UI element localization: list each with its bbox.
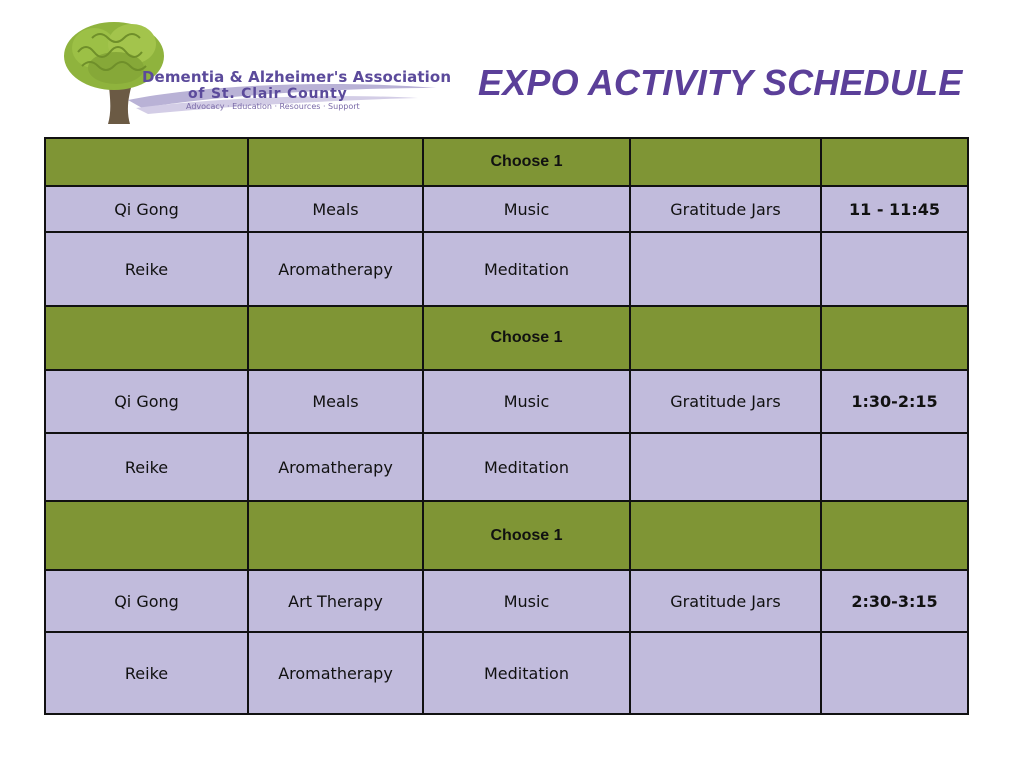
header-cell	[45, 138, 248, 186]
activity-cell: Music	[423, 570, 630, 632]
session-3-row-2	[45, 632, 968, 714]
header-cell	[630, 501, 821, 570]
session-1-header-row	[45, 138, 968, 186]
activity-cell: Meditation	[423, 232, 630, 306]
activity-cell: Music	[423, 186, 630, 232]
logo-tagline: Advocacy · Education · Resources · Support	[186, 102, 360, 111]
empty-cell	[821, 632, 968, 714]
page-title: EXPO ACTIVITY SCHEDULE	[478, 62, 963, 103]
activity-cell: Gratitude Jars	[630, 186, 821, 232]
logo-line-1: Dementia & Alzheimer's Association	[142, 68, 452, 86]
empty-cell	[630, 632, 821, 714]
time-cell: 2:30-3:15	[821, 570, 968, 632]
session-2-header-row	[45, 306, 968, 370]
header-cell	[45, 306, 248, 370]
empty-cell	[821, 232, 968, 306]
activity-cell: Music	[423, 370, 630, 433]
session-3-row-1	[45, 570, 968, 632]
header-cell	[630, 138, 821, 186]
session-1-row-1	[45, 186, 968, 232]
activity-cell: Meals	[248, 370, 423, 433]
empty-cell	[630, 433, 821, 501]
empty-cell	[630, 232, 821, 306]
header-cell	[821, 501, 968, 570]
header-cell	[821, 138, 968, 186]
header-cell	[248, 306, 423, 370]
time-cell: 1:30-2:15	[821, 370, 968, 433]
empty-cell	[821, 433, 968, 501]
activity-cell: Meditation	[423, 433, 630, 501]
header-cell	[45, 501, 248, 570]
activity-cell: Aromatherapy	[248, 433, 423, 501]
activity-cell: Qi Gong	[45, 186, 248, 232]
choose-label: Choose 1	[423, 138, 630, 186]
activity-cell: Aromatherapy	[248, 632, 423, 714]
activity-cell: Meals	[248, 186, 423, 232]
choose-label: Choose 1	[423, 501, 630, 570]
header-cell	[821, 306, 968, 370]
header-cell	[630, 306, 821, 370]
activity-cell: Gratitude Jars	[630, 570, 821, 632]
header-cell	[248, 501, 423, 570]
session-1-row-2	[45, 232, 968, 306]
session-2-row-2	[45, 433, 968, 501]
session-2-row-1	[45, 370, 968, 433]
activity-cell: Qi Gong	[45, 570, 248, 632]
activity-cell: Meditation	[423, 632, 630, 714]
logo-line-2: of St. Clair County	[188, 86, 348, 102]
activity-cell: Reike	[45, 232, 248, 306]
activity-cell: Aromatherapy	[248, 232, 423, 306]
activity-cell: Gratitude Jars	[630, 370, 821, 433]
association-logo	[58, 18, 452, 128]
header-cell	[248, 138, 423, 186]
schedule-table	[44, 137, 969, 715]
time-cell: 11 - 11:45	[821, 186, 968, 232]
activity-cell: Art Therapy	[248, 570, 423, 632]
choose-label: Choose 1	[423, 306, 630, 370]
session-3-header-row	[45, 501, 968, 570]
activity-cell: Reike	[45, 632, 248, 714]
activity-cell: Reike	[45, 433, 248, 501]
activity-cell: Qi Gong	[45, 370, 248, 433]
